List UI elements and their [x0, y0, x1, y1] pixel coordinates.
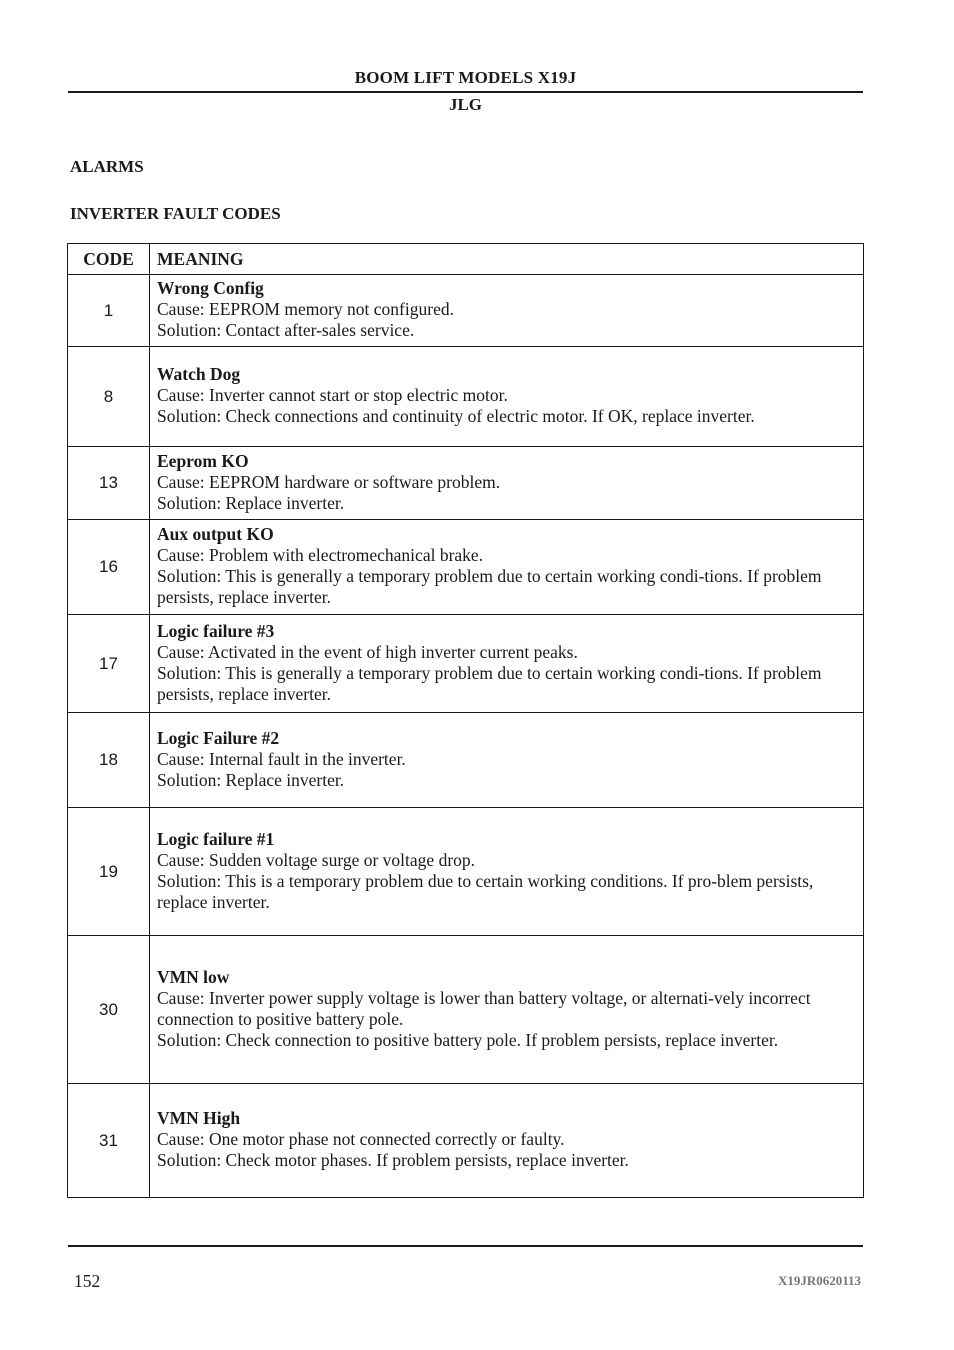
table-row: [68, 347, 864, 447]
fault-name: Wrong Config: [157, 278, 264, 298]
table-row: [68, 936, 864, 1084]
fault-cause: Cause: Inverter cannot start or stop electric motor.: [157, 385, 508, 405]
fault-name: Watch Dog: [157, 364, 241, 384]
table-row: [68, 1084, 864, 1198]
fault-solution: Solution: Check motor phases. If problem persists, replace inverter.: [157, 1150, 629, 1170]
column-header-meaning: MEANING: [150, 244, 864, 275]
fault-code: 16: [68, 520, 150, 615]
fault-name: VMN low: [157, 966, 230, 987]
fault-name: Logic failure #1: [157, 828, 275, 849]
page-number: 152: [74, 1271, 101, 1291]
fault-solution: Solution: Check connections and continuity of electric motor. If OK, replace inverter.: [157, 406, 755, 426]
fault-code: 19: [68, 808, 150, 936]
fault-code: 1: [68, 275, 150, 347]
table-row: [68, 520, 864, 615]
table-row: [68, 615, 864, 713]
footer-divider: [68, 1245, 863, 1247]
fault-meaning: [150, 447, 864, 520]
fault-meaning: [150, 615, 864, 713]
fault-code: 8: [68, 347, 150, 447]
fault-solution: Solution: This is generally a temporary problem due to certain working condi-tions. If problem persists, replace inverter.: [157, 566, 822, 607]
fault-solution: Solution: Replace inverter.: [157, 769, 345, 790]
table-header-row: [68, 244, 864, 275]
fault-code: 18: [68, 713, 150, 808]
fault-solution: Solution: This is generally a temporary problem due to certain working condi-tions. If problem persists, replace inverter.: [157, 662, 822, 704]
fault-codes-table: [67, 243, 864, 1198]
fault-cause: Cause: Problem with electromechanical brake.: [157, 545, 484, 565]
fault-cause: Cause: Activated in the event of high inverter current peaks.: [157, 641, 578, 662]
fault-meaning: [150, 347, 864, 447]
fault-meaning: [150, 808, 864, 936]
fault-name: Eeprom KO: [157, 450, 249, 471]
fault-name: VMN High: [157, 1108, 241, 1128]
column-header-code: CODE: [68, 244, 150, 275]
brand-name: JLG: [448, 95, 483, 114]
fault-cause: Cause: Sudden voltage surge or voltage drop.: [157, 849, 476, 870]
fault-code: 31: [68, 1084, 150, 1198]
section-title-alarms: ALARMS: [70, 157, 144, 176]
header-divider: [68, 91, 863, 93]
fault-name: Logic Failure #2: [157, 727, 280, 748]
fault-cause: Cause: Internal fault in the inverter.: [157, 748, 406, 769]
fault-solution: Solution: This is a temporary problem due to certain working conditions. If pro-blem persists, replace inverter.: [157, 870, 814, 912]
fault-meaning: [150, 713, 864, 808]
fault-cause: Cause: Inverter power supply voltage is lower than battery voltage, or alternati-vely incorrect connection to positive battery pole.: [157, 987, 811, 1029]
fault-solution: Solution: Check connection to positive battery pole. If problem persists, replace inverter.: [157, 1029, 779, 1050]
table-row: [68, 447, 864, 520]
table-row: [68, 713, 864, 808]
table-row: [68, 808, 864, 936]
section-title-inverter-fault-codes: INVERTER FAULT CODES: [70, 204, 281, 223]
fault-solution: Solution: Contact after-sales service.: [157, 320, 415, 340]
fault-meaning: [150, 1084, 864, 1198]
table-row: [68, 275, 864, 347]
fault-code: 17: [68, 615, 150, 713]
fault-name: Aux output KO: [157, 524, 274, 544]
fault-meaning: [150, 520, 864, 615]
fault-cause: Cause: EEPROM memory not configured.: [157, 299, 454, 319]
document-title: BOOM LIFT MODELS X19J: [354, 68, 577, 87]
fault-cause: Cause: One motor phase not connected correctly or faulty.: [157, 1129, 565, 1149]
document-code: X19JR0620113: [777, 1273, 861, 1288]
fault-meaning: [150, 936, 864, 1084]
fault-code: 30: [68, 936, 150, 1084]
fault-code: 13: [68, 447, 150, 520]
fault-cause: Cause: EEPROM hardware or software problem.: [157, 471, 501, 492]
fault-solution: Solution: Replace inverter.: [157, 492, 345, 513]
fault-meaning: [150, 275, 864, 347]
fault-name: Logic failure #3: [157, 620, 275, 641]
